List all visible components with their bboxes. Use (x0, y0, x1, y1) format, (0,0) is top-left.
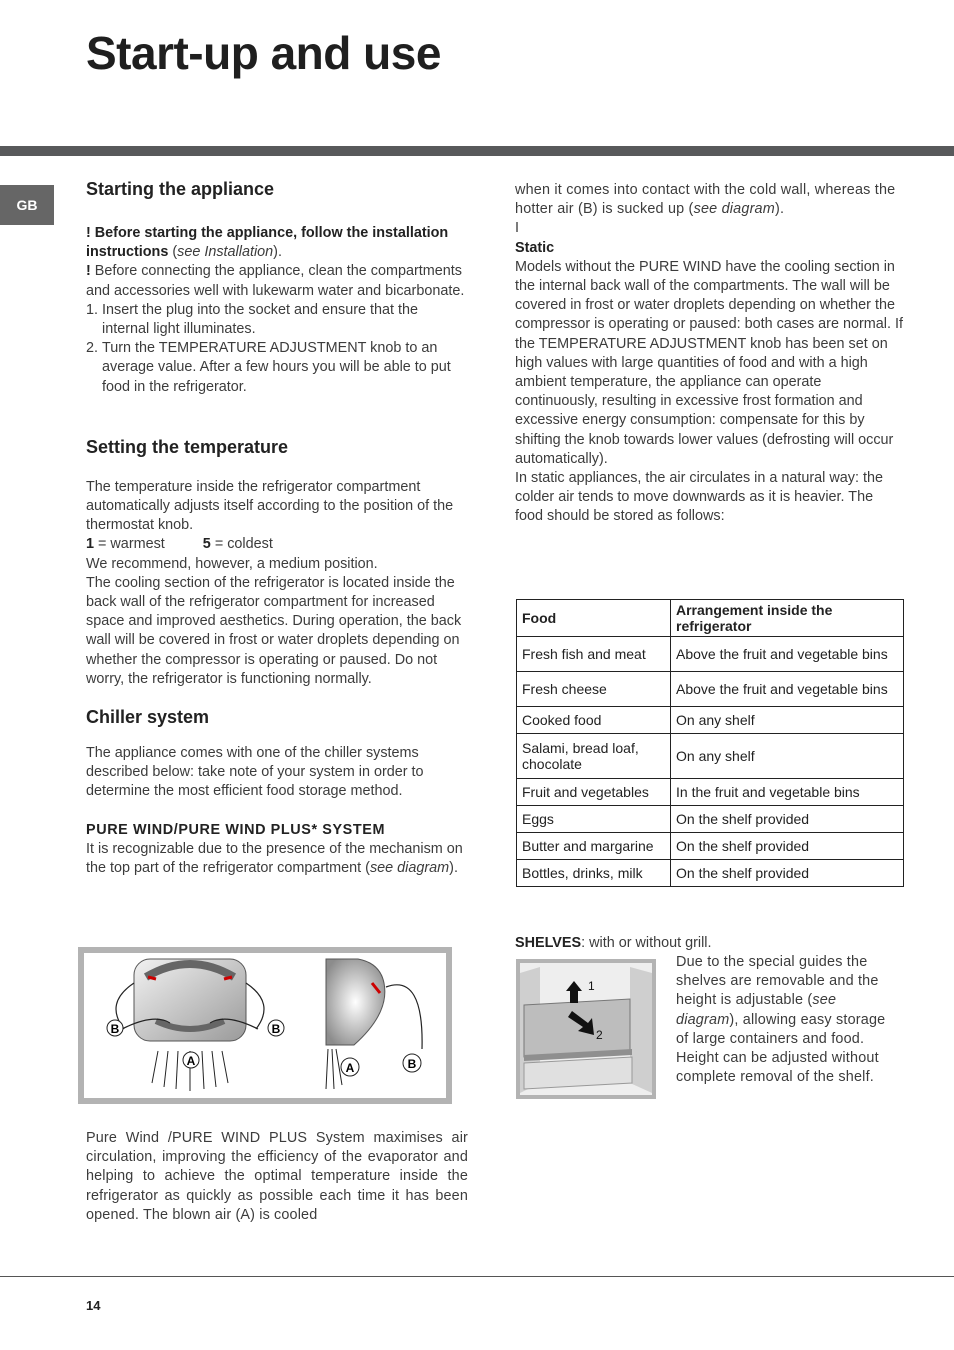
table-row (517, 672, 904, 707)
table-header-row (517, 600, 904, 637)
table-cell: Eggs (517, 806, 671, 833)
table-cell: Above the fruit and vegetable bins (671, 672, 904, 707)
start-steps-list (86, 301, 468, 397)
pure-wind-description: Pure Wind /PURE WIND PLUS System maximises air circulation, improving the efficiency of the evaporator and helping to achieve the optimal temperature inside the refrigerator as quickly as possible each time it has been opened. The blown air (A) is cooled (86, 1130, 468, 1223)
temperature-para2: We recommend, however, a medium position. (86, 555, 378, 572)
label-b-right: B (271, 1022, 281, 1036)
temperature-para3: The cooling section of the refrigerator is located inside the back wall of the refrigerator compartment for increased space and improved aesthetics. During operation, the back wall will be covered in frost or water droplets depending on whether the compressor is operating or paused. Do not worry, the refrigerator is functioning normally. (86, 574, 462, 687)
label-a-front: A (186, 1054, 196, 1068)
table-cell: In the fruit and vegetable bins (671, 779, 904, 806)
table-cell: On the shelf provided (671, 806, 904, 833)
table-row (517, 833, 904, 860)
warning-clean: ! Before connecting the appliance, clean the compartments and accessories well with lukewarm water and bicarbonate. (86, 263, 465, 299)
airflow-arrow-side (386, 985, 422, 1049)
pure-wind-text: It is recognizable due to the presence of the mechanism on the top part of the refrigerator compartment (see diagram). (86, 840, 463, 877)
table-cell: Above the fruit and vegetable bins (671, 637, 904, 672)
header-food: Food (517, 600, 671, 637)
warning-install: ! Before starting the appliance, follow the installation instructions (see Installation). (86, 225, 449, 261)
footer-divider (0, 1276, 954, 1277)
step-number-2: 2 (596, 1028, 603, 1042)
table-row (517, 860, 904, 887)
table-cell: Fruit and vegetables (517, 779, 671, 806)
label-b-left: B (110, 1022, 120, 1036)
table-row (517, 779, 904, 806)
shelf-diagram (516, 959, 656, 1099)
table-cell: Fresh fish and meat (517, 637, 671, 672)
list-item: 2. Turn the TEMPERATURE ADJUSTMENT knob to an average value. After a few hours you will be able to put food in the refrigerator. (102, 339, 468, 397)
static-para2: In static appliances, the air circulates in a natural way: the colder air tends to move downwards as it is heavier. The food should be stored as follows: (515, 470, 883, 525)
temperature-para1: The temperature inside the refrigerator compartment automatically adjusts itself according to the position of the thermostat knob. (86, 478, 454, 534)
language-tab: GB (0, 185, 54, 225)
side-downward-airflow-lines (326, 1049, 342, 1089)
starting-heading: Starting the appliance (86, 179, 275, 199)
fridge-wall-right (630, 967, 652, 1093)
table-cell: On the shelf provided (671, 860, 904, 887)
table-row (517, 707, 904, 734)
shelves-label-line: SHELVES: with or without grill. (515, 935, 712, 951)
table-cell: On the shelf provided (671, 833, 904, 860)
table-cell: Butter and margarine (517, 833, 671, 860)
label-a-side: A (345, 1061, 355, 1075)
header-arrangement: Arrangement inside the refrigerator (671, 600, 904, 637)
table-row (517, 637, 904, 672)
pure-wind-diagram-svg (84, 953, 446, 1098)
header-divider-bar (0, 146, 954, 156)
table-cell: On any shelf (671, 734, 904, 779)
table-cell: Cooked food (517, 707, 671, 734)
static-heading: Static (515, 239, 555, 256)
food-storage-table (516, 599, 904, 887)
red-marker-left (148, 977, 156, 979)
pure-wind-diagram (78, 947, 452, 1104)
table-row (517, 734, 904, 779)
red-marker-right (224, 977, 232, 979)
table-row (517, 806, 904, 833)
table-cell: Fresh cheese (517, 672, 671, 707)
glass-shelf (524, 999, 630, 1057)
page-title: Start-up and use (86, 27, 441, 79)
chiller-para1: The appliance comes with one of the chiller systems described below: take note of your system in order to determine the most efficient food storage method. (86, 745, 424, 800)
table-cell: On any shelf (671, 707, 904, 734)
temperature-heading: Setting the temperature (86, 436, 289, 457)
fan-unit-side (326, 959, 385, 1045)
page-number: 14 (86, 1298, 101, 1313)
left-column (86, 176, 468, 878)
label-b-side: B (407, 1057, 417, 1071)
static-para1: Models without the PURE WIND have the cooling section in the internal back wall of the compartments. The wall will be covered in frost or water droplets depending on whether the compressor is operating or paused: both cases are normal. If the TEMPERATURE ADJUSTMENT knob has been set on high values with large quantities of food and with a high ambient temperature, the appliance can operate continuously, resulting in excessive frost formation and excessive energy consumption: compensate for this by shifting the knob towards lower values (defrosting will occur automatically). (515, 258, 903, 467)
step-number-1: 1 (588, 979, 595, 993)
stray-mark: I (515, 220, 519, 237)
continued-text: when it comes into contact with the cold wall, whereas the hotter air (B) is sucked up (see diagram). (515, 182, 896, 218)
shelf-diagram-svg (520, 963, 652, 1095)
right-column (515, 181, 905, 527)
pure-wind-heading: PURE WIND/PURE WIND PLUS* SYSTEM (86, 821, 386, 838)
table-cell: Bottles, drinks, milk (517, 860, 671, 887)
temperature-scale: 1 = warmest 5 = coldest (86, 536, 273, 553)
list-item: 1. Insert the plug into the socket and ensure that the internal light illuminates. (102, 301, 468, 339)
chiller-heading: Chiller system (86, 707, 210, 728)
shelves-description: Due to the special guides the shelves are removable and the height is adjustable (see diagram), allowing easy storage of large containers and food. Height can be adjusted without complete removal of the shelf. (676, 954, 886, 1086)
table-cell: Salami, bread loaf, chocolate (517, 734, 671, 779)
lower-shelf (524, 1057, 632, 1089)
airflow-arrow-right (246, 983, 264, 1029)
